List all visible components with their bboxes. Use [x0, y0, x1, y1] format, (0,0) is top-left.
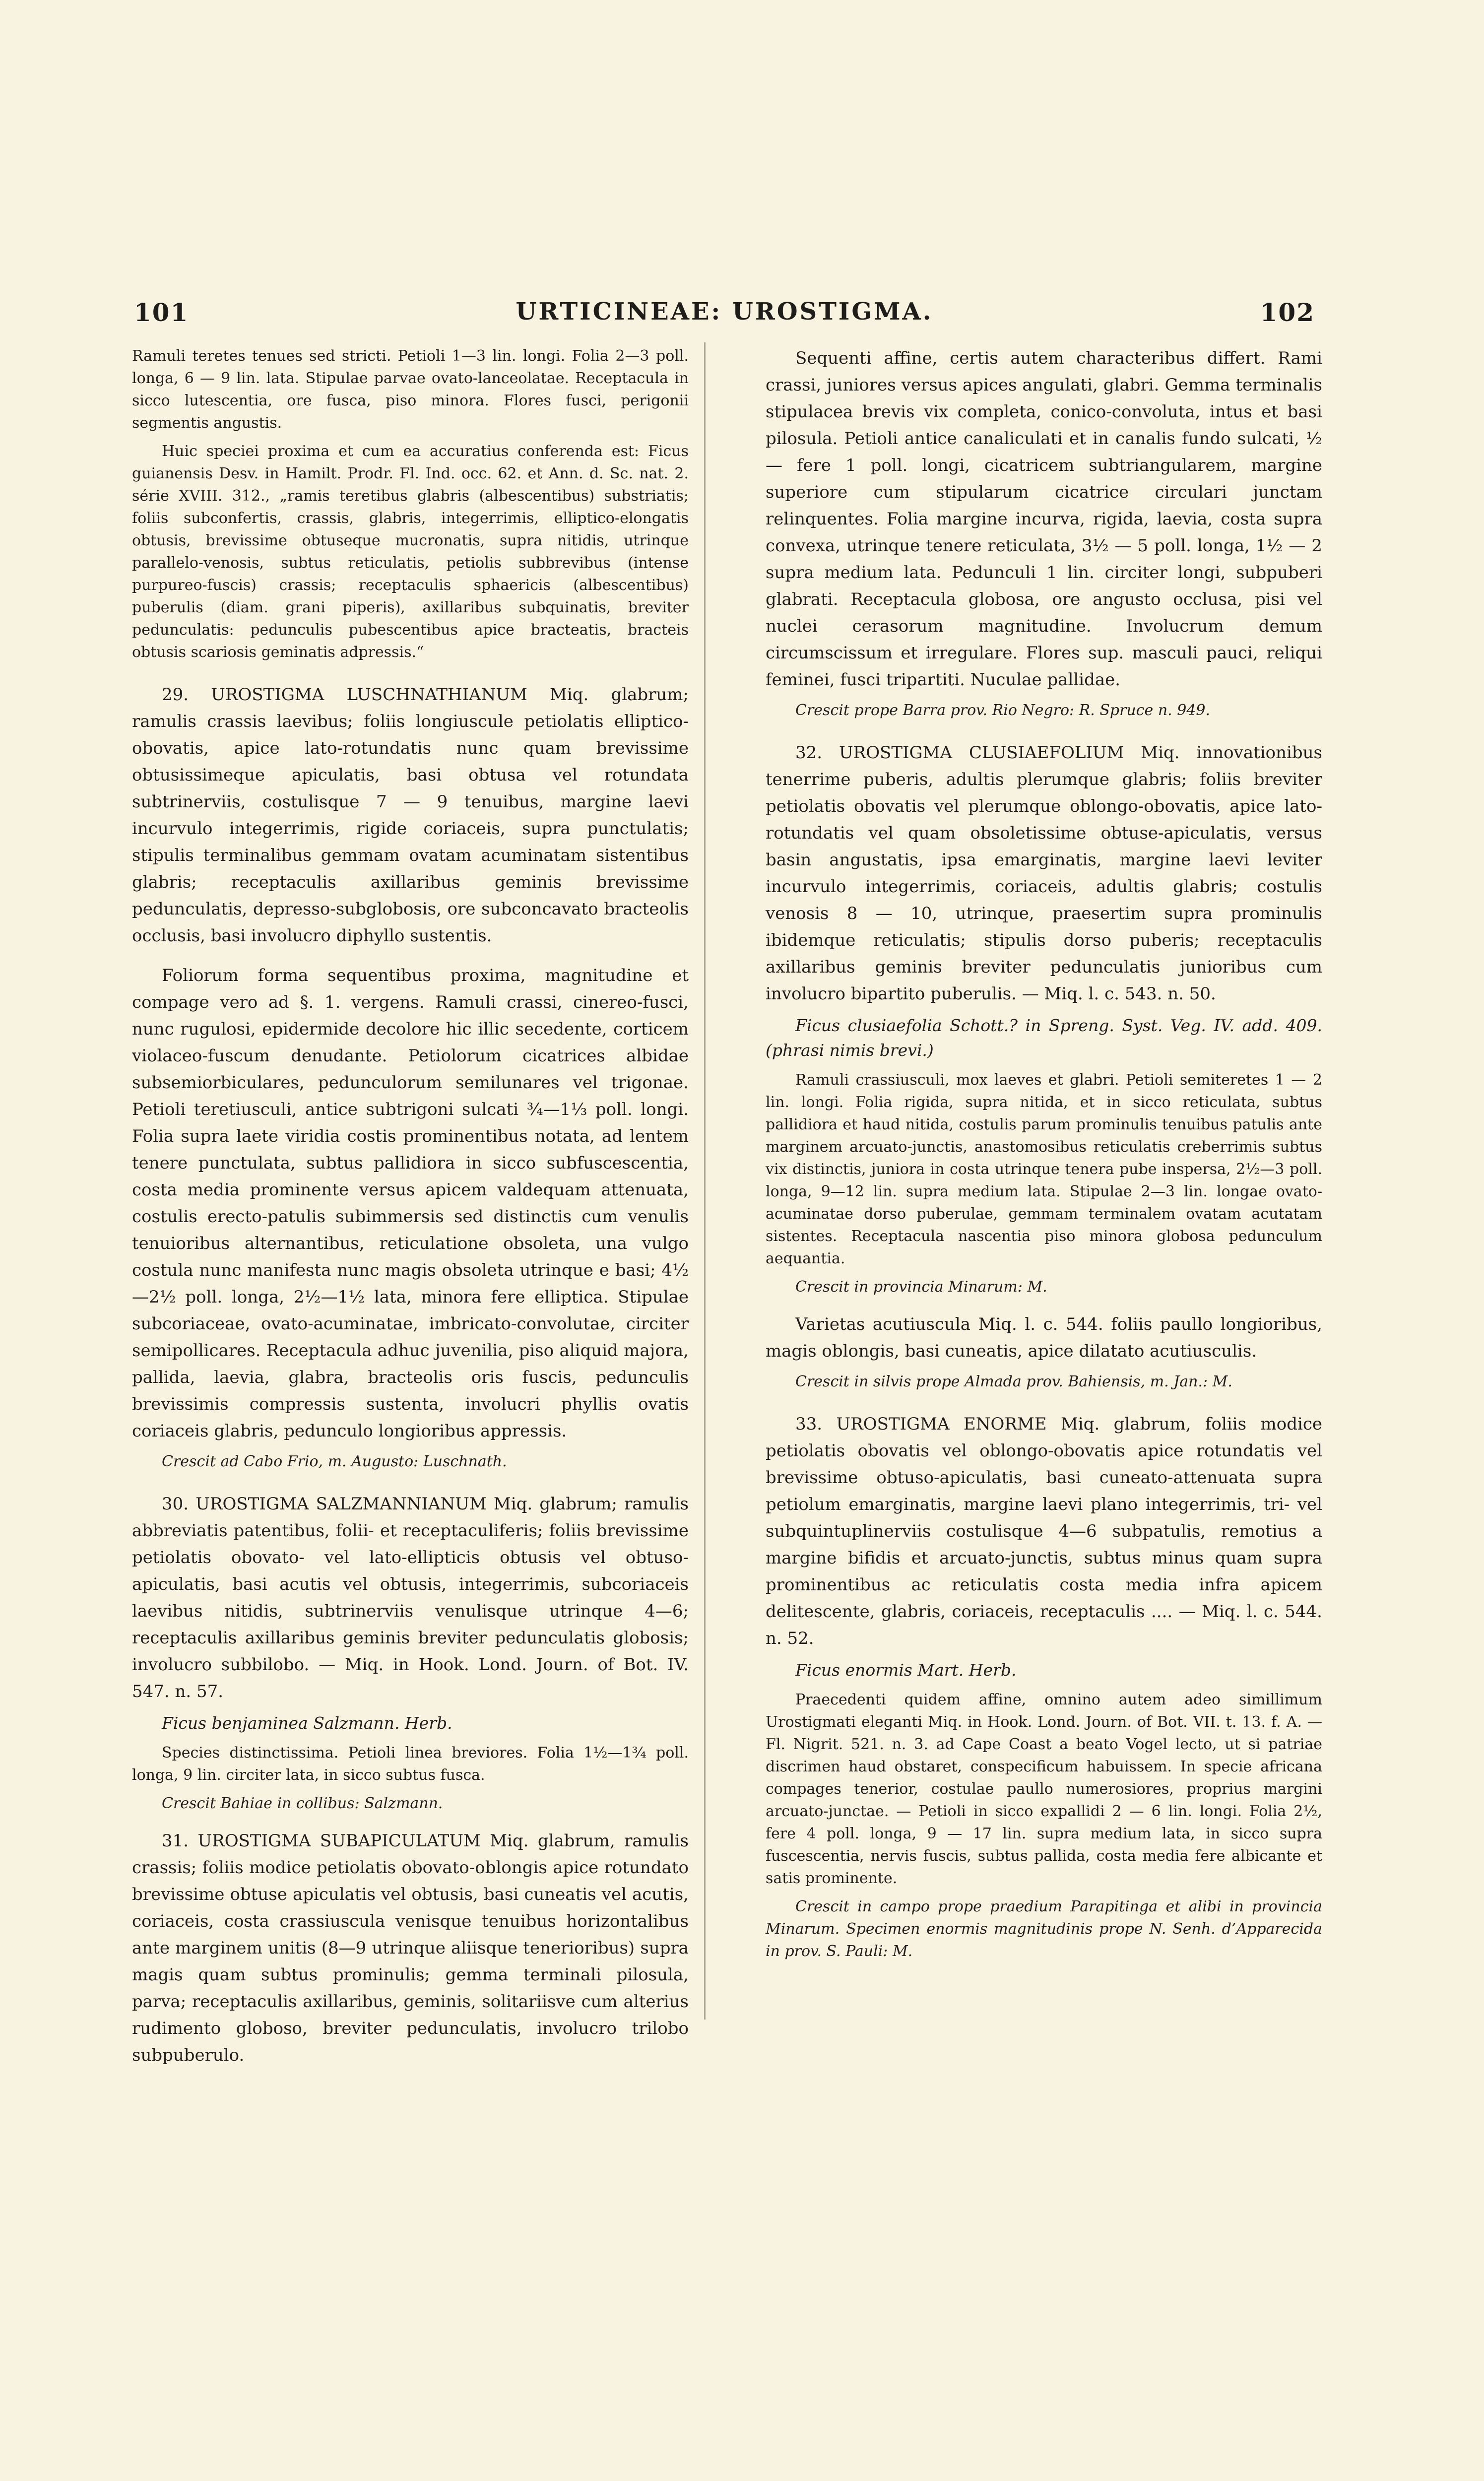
- column-left: [132, 345, 689, 2075]
- page-header: [134, 298, 1315, 337]
- species-entry-30: 30. UROSTIGMA SALZMANNIANUM Miq. glabrum; ramulis abbreviatis patentibus, folii- et receptaculiferis; foliis brevissime petiolatis obovato- vel lato-ellipticis obtusis vel obtuso-apiculatis, basi acutis vel obtusis, integerrimis, subcoriaceis laevibus nitidis, subtrinerviis venulisque utrinque 4—6; receptaculis axillaribus geminis breviter pedunculatis globosis; involucro subbilobo. — Miq. in Hook. Lond. Journ. of Bot. IV. 547. n. 57.: [132, 1494, 689, 1701]
- locality-note: Crescit Bahiae in collibus: Salzmann.: [162, 1795, 443, 1812]
- species-entry-31: 31. UROSTIGMA SUBAPICULATUM Miq. glabrum, ramulis crassis; foliis modice petiolatis obovato-oblongis apice rotundato brevissime obtuse apiculatis vel obtusis, basi cuneatis vel acutis, coriaceis, costa crassiuscula venisque tenuibus horizontalibus ante marginem unitis (8—9 utrinque aliisque tenerioribus) supra magis quam subtus prominulis; gemma terminali pilosula, parva; receptaculis axillaribus, geminis, solitariisve cum alterius rudimento globoso, breviter pedunculatis, involucro trilobo subpuberulo.: [132, 1831, 689, 2065]
- locality-note: Crescit in provincia Minarum: M.: [795, 1278, 1047, 1296]
- species-entry-32: 32. UROSTIGMA CLUSIAEFOLIUM Miq. innovationibus tenerrime puberis, adultis plerumque glabris; foliis breviter petiolatis obovatis vel plerumque oblongo-obovatis, apice lato-rotundatis vel quam obsoletissime obtuse-apiculatis, versus basin angustatis, ipsa emarginatis, margine laevi leviter incurvulo integerrimis, coriaceis, adultis glabris; costulis venosis 8 — 10, utrinque, praesertim supra prominulis ibidemque reticulatis; stipulis dorso puberis; receptaculis axillaribus geminis breviter pedunculatis junioribus cum involucro bipartito puberulis. — Miq. l. c. 543. n. 50.: [766, 743, 1322, 1004]
- synonym-line: Ficus benjaminea Salzmann. Herb.: [162, 1713, 452, 1733]
- synonym-line: Ficus enormis Mart. Herb.: [795, 1660, 1017, 1680]
- column-divider: [704, 342, 706, 2020]
- locality-note: Crescit in campo prope praedium Parapitinga et alibi in provincia Minarum. Specimen enormis magnitudinis prope N. Senh. d’Apparecida in prov. S. Pauli: M.: [766, 1898, 1322, 1960]
- locality-note: Crescit in silvis prope Almada prov. Bahiensis, m. Jan.: M.: [795, 1373, 1232, 1390]
- species-description: Foliorum forma sequentibus proxima, magnitudine et compage vero ad §. 1. vergens. Ramuli crassi, cinereo-fusci, nunc rugulosi, epidermide decolore hic illic secedente, corticem violaceo-fuscum denudante. Petiolorum cicatrices albidae subsemiorbiculares, pedunculorum semilunares vel trigonae. Petioli teretiusculi, antice subtrigoni sulcati ¾—1⅓ poll. longi. Folia supra laete viridia costis prominentibus notata, ad lentem tenere punctulata, subtus pallidiora in sicco subfuscescentia, costa media prominente versus apicem valdequam attenuata, costulis erecto-patulis subimmersis sed distinctis cum venulis tenuioribus alternantibus, reticulatione obsoleta, una vulgo costula nunc manifesta nunc magis obsoleta utrinque e basi; 4½—2½ poll. longa, 2½—1½ lata, minora fere elliptica. Stipulae subcoriaceae, ovato-acuminatae, imbricato-convolutae, circiter semipollicares. Receptacula adhuc juvenilia, piso aliquid majora, pallida, laevia, glabra, bracteolis oris fuscis, pedunculis brevissimis compressis sustenta, involucri phyllis ovatis coriaceis glabris, pedunculo longioribus appressis.: [132, 966, 689, 1441]
- species-description: Praecedenti quidem affine, omnino autem adeo simillimum Urostigmati eleganti Miq. in Hook. Lond. Journ. of Bot. VII. t. 13. f. A. — Fl. Nigrit. 521. n. 3. ad Cape Coast a beato Vogel lecto, ut si patriae discrimen haud obstaret, conspecificum habuissem. In specie africana compages tenerior, costulae paullo numerosiores, proprius margini arcuato-junctae. — Petioli in sicco expallidi 2 — 6 lin. longi. Folia 2½, fere 4 poll. longa, 9 — 17 lin. supra medium lata, in sicco supra fuscescentia, nervis fuscis, subtus pallida, costa media fere albicante et satis prominente.: [766, 1691, 1322, 1887]
- species-entry-33: 33. UROSTIGMA ENORME Miq. glabrum, foliis modice petiolatis obovatis vel oblongo-obovatis apice rotundatis vel brevissime obtuso-apiculatis, basi cuneato-attenuata supra petiolum emarginatis, margine laevi plano integerrimis, tri- vel subquintuplinerviis costulisque 4—6 subpatulis, remotius a margine bifidis et arcuato-junctis, subtus minus quam supra prominentibus ac reticulatis costa media infra apicem delitescente, glabris, coriaceis, receptaculis .... — Miq. l. c. 544. n. 52.: [766, 1414, 1322, 1648]
- text-paragraph: Ramuli teretes tenues sed stricti. Petioli 1—3 lin. longi. Folia 2—3 poll. longa, 6 — 9 lin. lata. Stipulae parvae ovato-lanceolatae. Receptacula in sicco lutescentia, ore fusca, piso minora. Flores fusci, perigonii segmentis angustis.: [132, 347, 689, 432]
- variety-entry: Varietas acutiuscula Miq. l. c. 544. foliis paullo longioribus, magis oblongis, basi cuneatis, apice dilatato acutiusculis.: [766, 1314, 1322, 1361]
- species-entry-29: 29. UROSTIGMA LUSCHNATHIANUM Miq. glabrum; ramulis crassis laevibus; foliis longiuscule petiolatis elliptico-obovatis, apice lato-rotundatis nunc quam brevissime obtusissimeque apiculatis, basi obtusa vel rotundata subtrinerviis, costulisque 7 — 9 tenuibus, margine laevi incurvulo integerrimis, rigide coriaceis, supra punctulatis; stipulis terminalibus gemmam ovatam acuminatam sistentibus glabris; receptaculis axillaribus geminis brevissime pedunculatis, depresso-subglobosis, ore subconcavato bracteolis occlusis, basi involucro diphyllo sustentis.: [132, 685, 689, 946]
- page-number-left: 101: [134, 298, 189, 327]
- species-description: Sequenti affine, certis autem characteribus differt. Rami crassi, juniores versus apices angulati, glabri. Gemma terminalis stipulacea brevis vix completa, conico-convoluta, intus et basi pilosula. Petioli antice canaliculati et in canalis fundo sulcati, ½ — fere 1 poll. longi, cicatricem subtriangularem, margine superiore cum stipularum cicatrice circulari junctam relinquentes. Folia margine incurva, rigida, laevia, costa supra convexa, utrinque tenere reticulata, 3½ — 5 poll. longa, 1½ — 2 supra medium lata. Pedunculi 1 lin. circiter longi, subpuberi glabrati. Receptacula globosa, ore angusto occlusa, pisi vel nuclei cerasorum magnitudine. Involucrum demum circumscissum et irregulare. Flores sup. masculi pauci, reliqui feminei, fusci tripartiti. Nuculae pallidae.: [766, 348, 1322, 690]
- species-description: Species distinctissima. Petioli linea breviores. Folia 1½—1¾ poll. longa, 9 lin. circiter lata, in sicco subtus fusca.: [132, 1744, 689, 1784]
- locality-note: Crescit ad Cabo Frio, m. Augusto: Luschnath.: [162, 1453, 507, 1470]
- species-description: Ramuli crassiusculi, mox laeves et glabri. Petioli semiteretes 1 — 2 lin. longi. Folia rigida, supra nitida, et in sicco reticulata, subtus pallidiora et haud nitida, costulis parum prominulis tenuibus patulis ante marginem arcuato-junctis, anastomosibus reticulatis creberrimis subtus vix distinctis, juniora in costa utrinque tenera pube inspersa, 2½—3 poll. longa, 9—12 lin. supra medium lata. Stipulae 2—3 lin. longae ovato-acuminatae dorso puberulae, gemmam terminalem ovatam acutatam sistentes. Receptacula nascentia piso minora globosa pedunculum aequantia.: [766, 1071, 1322, 1267]
- synonym-line: Ficus clusiaefolia Schott.? in Spreng. Syst. Veg. IV. add. 409. (phrasi nimis brevi.): [766, 1016, 1322, 1060]
- locality-note: Crescit prope Barra prov. Rio Negro: R. Spruce n. 949.: [795, 702, 1211, 719]
- text-paragraph: Huic speciei proxima et cum ea accuratius conferenda est: Ficus guianensis Desv. in Hamilt. Prodr. Fl. Ind. occ. 62. et Ann. d. Sc. nat. 2. série XVIII. 312., „ramis teretibus glabris (albescentibus) substriatis; foliis subconfertis, crassis, glabris, integerrimis, elliptico-elongatis obtusis, brevissime obtuseque mucronatis, supra nitidis, utrinque parallelo-venosis, subtus reticulatis, petiolis subbrevibus (intense purpureo-fuscis) crassis; receptaculis sphaericis (albescentibus) puberulis (diam. grani piperis), axillaribus subquinatis, breviter pedunculatis: pedunculis pubescentibus apice bracteatis, bracteis obtusis scariosis geminatis adpressis.“: [132, 443, 689, 661]
- column-right: [766, 345, 1322, 1968]
- page-number-right: 102: [1260, 298, 1315, 327]
- running-title: URTICINEAE: UROSTIGMA.: [516, 298, 933, 326]
